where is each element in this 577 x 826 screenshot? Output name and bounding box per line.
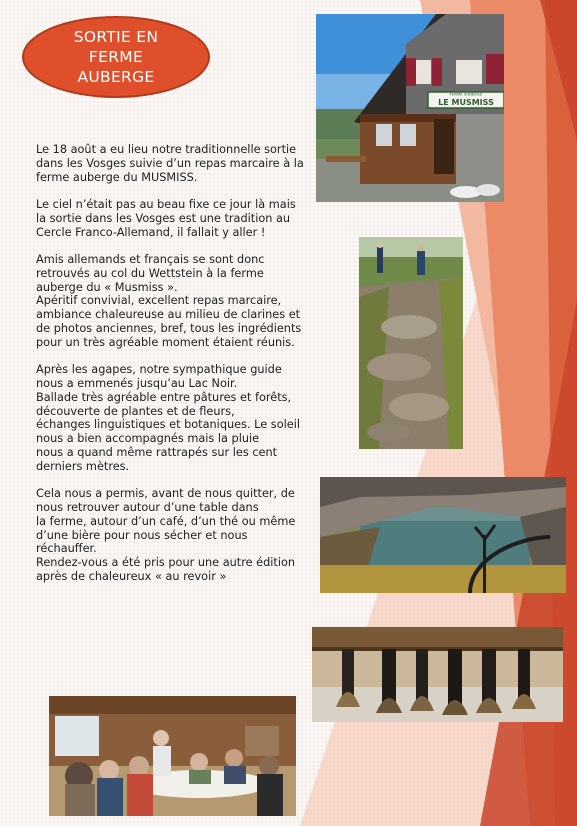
lake-photo <box>320 477 566 593</box>
article-paragraph: Après les agapes, notre sympathique guide nous a emmenés jusqu’au Lac Noir. Ballade très agréable entre pâtures et forêts, découverte de plantes et de fleurs, échanges linguistiques et botaniques. Le soleil nous a bien accompagnés mais la pluie nous a quand même rattrapés sur les cent derniers mètres. <box>36 363 300 473</box>
article-paragraph: Le 18 août a eu lieu notre traditionnelle sortie dans les Vosges suivie d’un repas marcaire à la ferme auberge du MUSMISS. <box>36 143 304 184</box>
article-text <box>36 143 308 597</box>
hiking-path-photo <box>359 237 463 449</box>
article-paragraph: Amis allemands et français se sont donc retrouvés au col du Wettstein à la ferme auberge du « Musmiss ». Apéritif convivial, excellent repas marcaire, ambiance chaleureuse au milieu de clarines et de photos anciennes, bref, tous les ingrédients pour un très agréable moment étaient réunis. <box>36 252 302 349</box>
title-badge <box>22 16 210 98</box>
sign-text: LE MUSMISS <box>438 98 494 107</box>
page-title: SORTIE EN FERME AUBERGE <box>73 28 159 86</box>
article-paragraph: Le ciel n’était pas au beau fixe ce jour là mais la sortie dans les Vosges est une tradition au Cercle Franco-Allemand, il fallait y aller ! <box>36 197 296 239</box>
group-dining-photo <box>49 696 296 816</box>
sign-top-text: FERME AUBERGE <box>449 91 483 97</box>
article-paragraph: Cela nous a permis, avant de nous quitter, de nous retrouver autour d’une table dans la ferme, autour d’un café, d’un thé ou même d’une bière pour nous sécher et nous réchauffer. Rendez-vous a été pris pour une autre édition après de chaleureux « au revoir » <box>36 487 296 583</box>
cowbells-photo <box>312 627 563 722</box>
farm-house-photo <box>316 14 504 202</box>
